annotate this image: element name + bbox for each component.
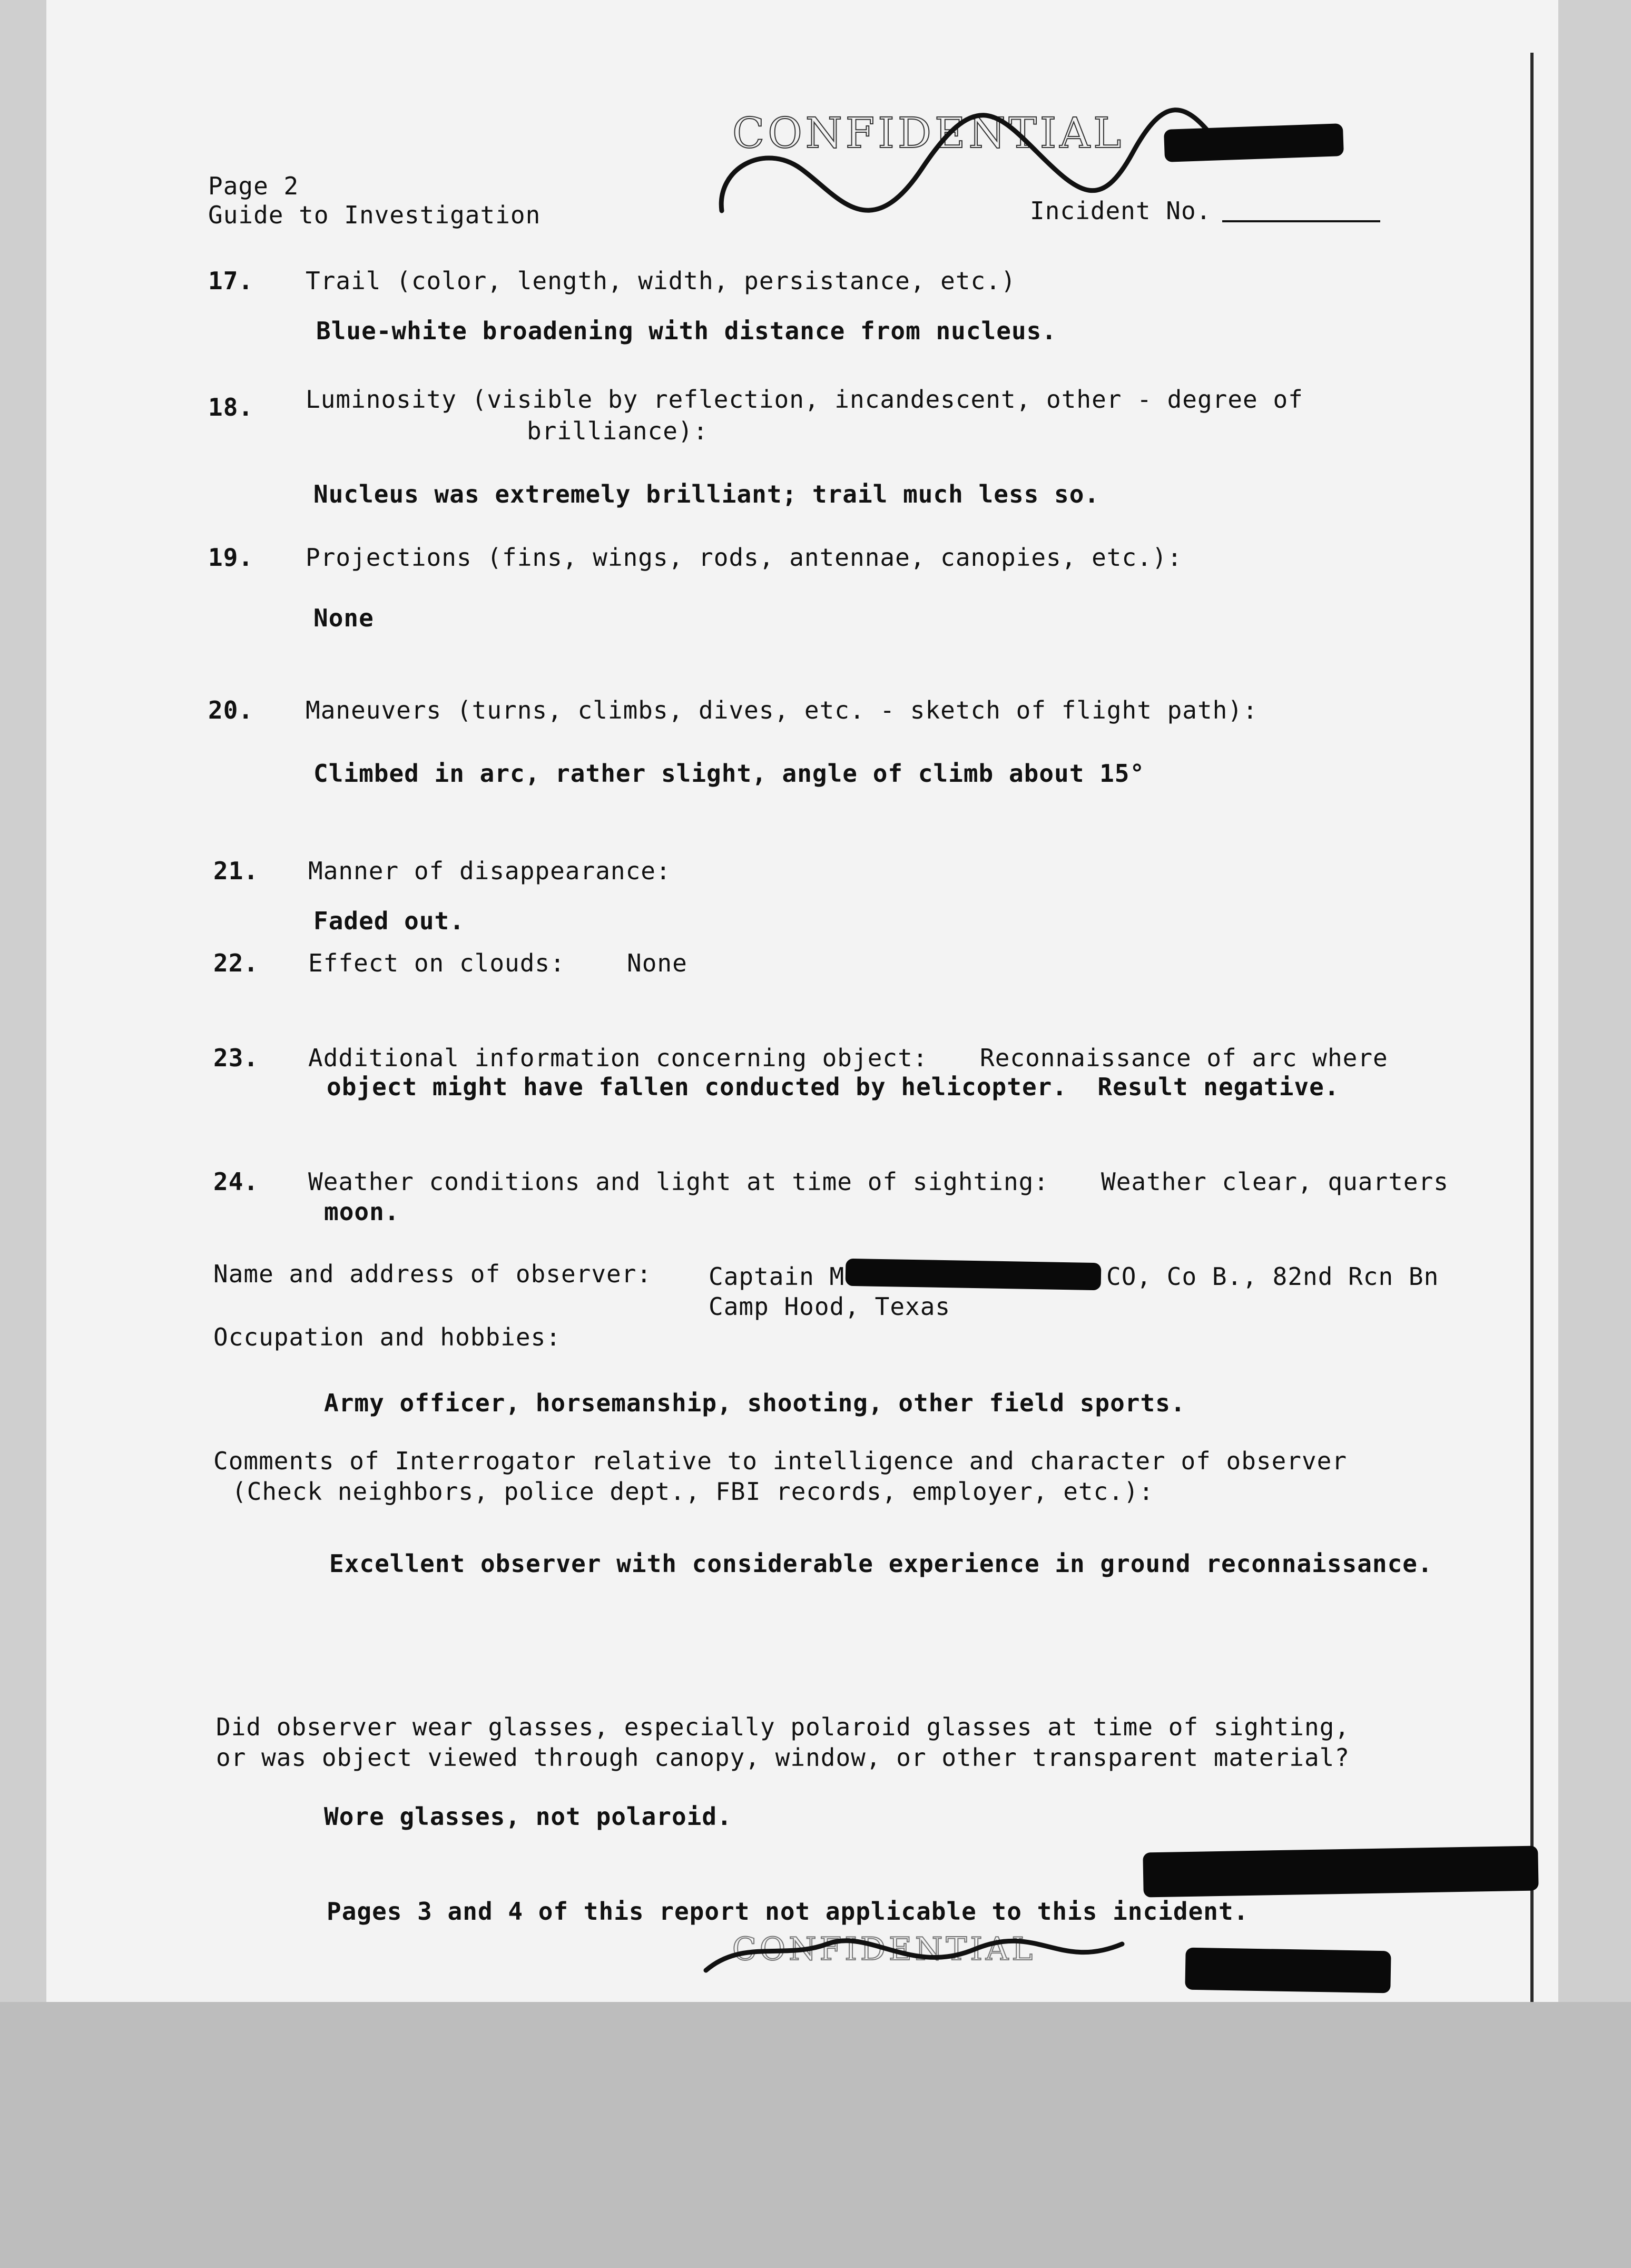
glasses-answer: Wore glasses, not polaroid. <box>324 1802 732 1831</box>
item-question: Additional information concerning object: <box>308 1044 928 1072</box>
item-question: Manner of disappearance: <box>308 857 671 885</box>
item-answer-cont: object might have fallen conducted by helicopter. Result negative. <box>327 1073 1340 1101</box>
redaction-top <box>1164 123 1344 162</box>
guide-title: Guide to Investigation <box>208 201 541 229</box>
comments-answer: Excellent observer with considerable experience in ground reconnaissance. <box>329 1549 1433 1578</box>
item-question: Effect on clouds: <box>308 949 565 977</box>
item-question: Trail (color, length, width, persistance, etc.) <box>306 267 1016 295</box>
footer-note: Pages 3 and 4 of this report not applicable to this incident. <box>327 1897 1249 1926</box>
observer-label: Name and address of observer: <box>213 1260 652 1288</box>
item-answer: Climbed in arc, rather slight, angle of climb about 15° <box>313 759 1145 788</box>
confidential-stamp-bottom <box>701 1918 1227 1997</box>
stamp-text-top: CONFIDENTIAL <box>732 109 1125 158</box>
observer-address: Camp Hood, Texas <box>709 1292 951 1321</box>
stamp-text-bottom: CONFIDENTIAL <box>732 1931 1036 1968</box>
redaction-footer <box>1143 1845 1538 1897</box>
item-number: 24. <box>213 1167 259 1196</box>
item-answer: Blue-white broadening with distance from nucleus. <box>316 317 1057 345</box>
incident-number-blank <box>1222 220 1380 222</box>
item-answer: Reconnaissance of arc where <box>980 1044 1388 1072</box>
glasses-question: Did observer wear glasses, especially polaroid glasses at time of sighting, <box>216 1713 1350 1741</box>
item-question: Projections (fins, wings, rods, antennae, canopies, etc.): <box>306 543 1183 572</box>
page-edge-shadow <box>1530 53 1534 2002</box>
item-answer: Nucleus was extremely brilliant; trail much less so. <box>313 480 1100 508</box>
item-number: 22. <box>213 949 259 977</box>
item-question-cont: brilliance): <box>527 417 709 445</box>
item-number: 21. <box>213 857 259 885</box>
occupation-label: Occupation and hobbies: <box>213 1323 561 1351</box>
redaction-observer-name <box>846 1259 1102 1290</box>
glasses-question-cont: or was object viewed through canopy, window, or other transparent material? <box>216 1743 1350 1772</box>
observer-name-suffix: CO, Co B., 82nd Rcn Bn <box>1106 1262 1439 1291</box>
item-number: 17. <box>208 267 254 295</box>
item-question: Maneuvers (turns, climbs, dives, etc. - sketch of flight path): <box>306 696 1258 724</box>
item-answer: None <box>627 949 687 977</box>
document-page <box>46 0 1558 2002</box>
occupation-answer: Army officer, horsemanship, shooting, other field sports. <box>324 1389 1186 1417</box>
scan-background <box>0 2002 1631 2268</box>
item-number: 23. <box>213 1044 259 1072</box>
incident-label: Incident No. <box>1030 197 1212 225</box>
comments-label: Comments of Interrogator relative to intelligence and character of observer <box>213 1447 1348 1475</box>
comments-label-cont: (Check neighbors, police dept., FBI records, employer, etc.): <box>232 1477 1154 1506</box>
page-number: Page 2 <box>208 172 299 200</box>
item-answer: Faded out. <box>313 907 465 935</box>
redaction-bottom <box>1185 1948 1391 1994</box>
item-answer: Weather clear, quarters <box>1101 1167 1449 1196</box>
item-number: 19. <box>208 543 254 572</box>
observer-name-prefix: Captain M <box>709 1262 845 1291</box>
item-number: 18. <box>208 393 254 421</box>
item-question: Weather conditions and light at time of sighting: <box>308 1167 1049 1196</box>
item-answer: None <box>313 604 374 632</box>
item-answer-cont: moon. <box>324 1197 400 1226</box>
item-question: Luminosity (visible by reflection, incandescent, other - degree of <box>306 385 1303 414</box>
item-number: 20. <box>208 696 254 724</box>
